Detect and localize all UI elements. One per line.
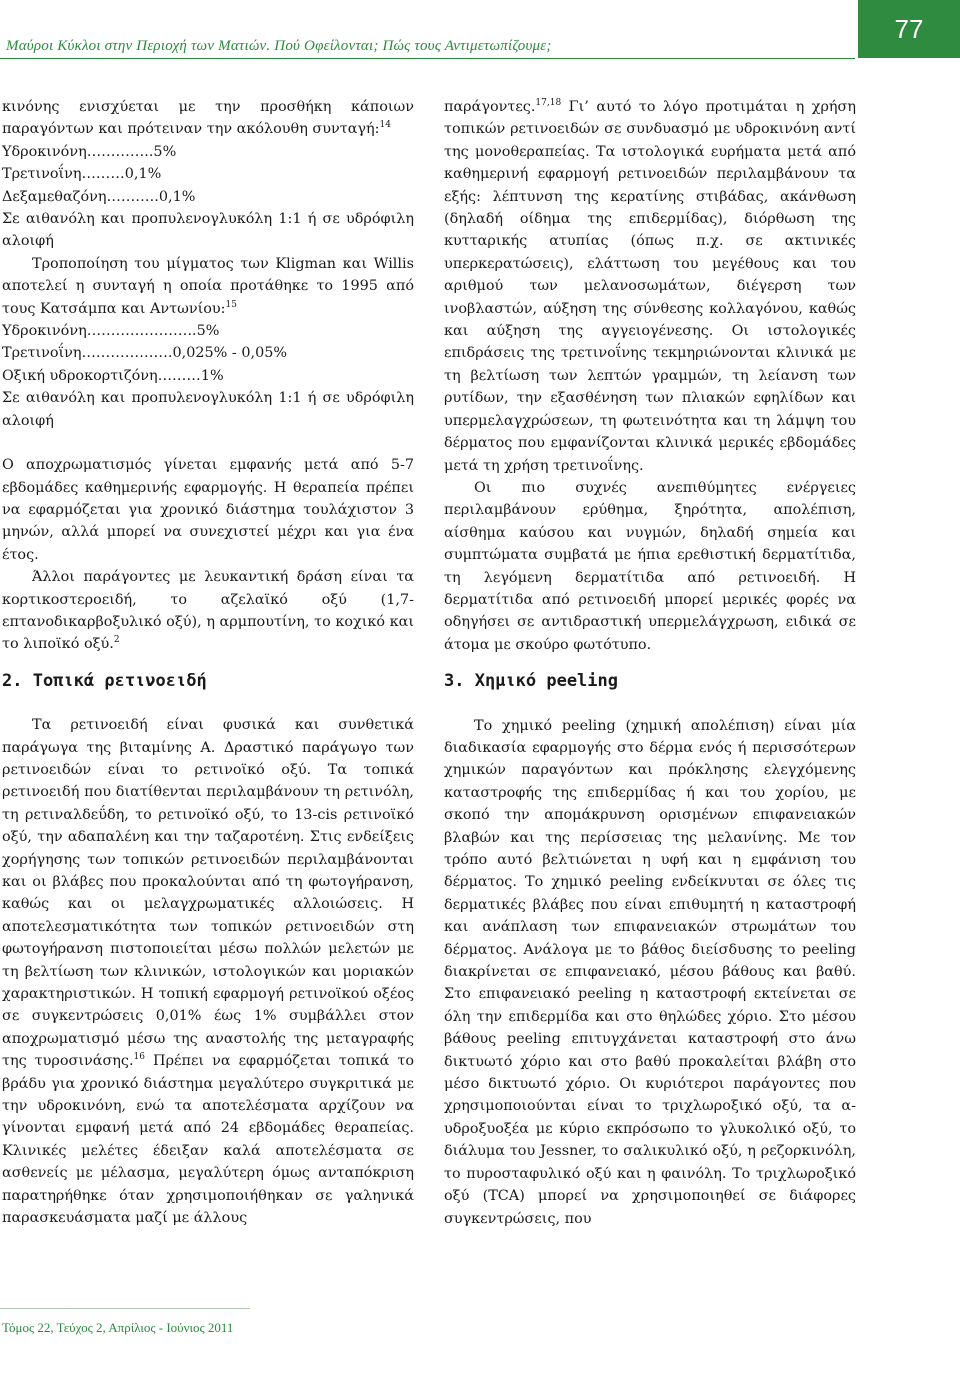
body-paragraph bbox=[2, 566, 414, 656]
citation-sup: 15 bbox=[225, 299, 237, 310]
intro-paragraph bbox=[2, 96, 414, 141]
body-text: Άλλοι παράγοντες με λευκαντική δράση είναι τα κορτικοστεροειδή, το αζελαϊκό οξύ (1,7-επτανοδικαρβοξυλικό οξύ), η αρμπουτίνη, το κοχικό και το λιποϊκό οξύ. bbox=[2, 569, 414, 653]
body-text: παράγοντες. bbox=[444, 99, 536, 115]
body-paragraph: Το χημικό peeling (χημική απολέπιση) είναι μία διαδικασία εφαρμογής στο δέρμα ενός ή περισσότερων χημικών παραγόντων και πρόκλησης ελεγχόμενης καταστροφής της επιδερμίδας ή και του χορίου, με σκοπό την απομάκρυνση ορισμένων επιφανειακών βλαβών και της περίσσειας της μελανίνης. Με τον τρόπο αυτό βελτιώνεται η υφή και η εμφάνιση του δέρματος. Το χημικό peeling ενδείκνυται σε όλες τις δερματικές βλάβες που είναι επιθυμητή η καταστροφή και ανάπλαση των επιφανειακών στρωμάτων του δέρματος. Ανάλογα με το βάθος διείσδυσης το peeling διακρίνεται σε επιφανειακό, μέσου βάθους και βαθύ. Στο επιφανειακό peeling η καταστροφή εκτείνεται σε όλη την επιδερμίδα και στο θηλώδες χόριο. Στο μέσου βάθους peeling επιτυγχάνεται καταστροφή στο άνω δικτυωτό χόριο και στο βαθύ προκαλείται βλάβη στο μέσο δικτυωτό χόριο. Οι κυριότεροι παράγοντες που χρησιμοποιούνται είναι το τριχλωροξικό οξύ, τα α-υδροξυοξέα με κύριο εκπρόσωπο το γλυκολικό οξύ, το διάλυμα του Jessner, το σαλικυλικό οξύ, η ρεζορκινόλη, το πυροσταφυλικό οξύ και η φαινόλη. Το τριχλωροξικό οξύ (TCA) μπορεί να χρησιμοποιηθεί σε διάφορες συγκεντρώσεις, που bbox=[444, 717, 856, 1227]
body-paragraph bbox=[2, 714, 414, 1229]
page-number: 77 bbox=[894, 13, 924, 44]
citation-sup: 16 bbox=[133, 1052, 145, 1063]
modification-paragraph bbox=[2, 253, 414, 320]
body-paragraph: Ο αποχρωματισμός γίνεται εμφανής μετά από 5-7 εβδομάδες καθημερινής εφαρμογής. Η θεραπεία πρέπει να εφαρμόζεται για χρονικό διάστημα τουλάχιστον 3 μηνών, αλλά μπορεί να συνεχιστεί μέχρι και για ένα έτος. bbox=[2, 457, 414, 563]
running-header-title: Μαύροι Κύκλοι στην Περιοχή των Ματιών. Πού Οφείλονται; Πώς τους Αντιμετωπίζουμε; bbox=[6, 38, 552, 54]
modification-text: Τροποποίηση του μίγματος των Kligman και Willis αποτελεί η συνταγή η οποία προτάθηκε το 1995 από τους Κατσάμπα και Αντωνίου: bbox=[2, 255, 414, 317]
formula-line: Δεξαμεθαζόνη………..0,1% bbox=[2, 188, 196, 205]
citation-sup: 2 bbox=[113, 635, 120, 646]
formula-vehicle: Σε αιθανόλη και προπυλενογλυκόλη 1:1 ή σε υδρόφιλη αλοιφή bbox=[2, 211, 414, 250]
citation-sup: 17,18 bbox=[535, 98, 562, 109]
citation-sup: 14 bbox=[379, 120, 391, 131]
header-rule bbox=[0, 58, 855, 59]
formula-line: Οξική υδροκορτιζόνη………1% bbox=[2, 367, 224, 384]
body-text: Πρέπει να εφαρμόζεται τοπικά το βράδυ για χρονικό διάστημα μεγαλύτερο συγκριτικά με την υδροκινόνη, ενώ τα αποτελέσματα αρχίζουν να γίνονται εμφανή μετά από 24 εβδομάδες θεραπείας. Κλινικές μελέτες έδειξαν καλά αποτελέσματα σε ασθενείς με μέλασμα, μεγαλύτερη όμως ανταπόκριση παρατηρήθηκε όταν χρησιμοποιήθηκαν σε γαληνικά παρασκευάσματα μαζί με άλλους bbox=[2, 1053, 414, 1227]
footer-rule bbox=[0, 1308, 250, 1309]
body-text: Γι’ αυτό το λόγο προτιμάται η χρήση τοπικών ρετινοειδών σε συνδυασμό με υδροκινόνη αντί της μονοθεραπείας. Τα ιστολογικά ευρήματα μετά από καθημερινή εφαρμογή ρετινοειδών περιλαμβάνουν τα εξής: λέπτυνση της κερατίνης στιβάδας, ακάνθωση (δηλαδή οίδημα της επιδερμίδας), διόρθωση της κυτταρικής ατυπίας (όπως π.χ. σε ακτινικές υπερκερατώσεις), ελάττωση του μεγέθους και του αριθμού των μελανοσωμάτων, διέγερση των ινοβλαστών, αύξηση της σύνθεσης κολλαγόνου, καθώς και αύξηση της αγγειογένεσης. Οι ιστολογικές επιδράσεις της τρετινοΐνης τεκμηριώνονται κλινικά με τη βελτίωση των λεπτών γραμμών, τη λείανση των ρυτίδων, την εξασθένηση των πλιακών εφηλίδων και υπερμελαγχρώσεων, τη φωτεινότητα και τη λάμψη του δέρματος που εμφανίζονται κλινικά μερικές εβδομάδες μετά τη χρήση τρετινοΐνης. bbox=[444, 99, 856, 474]
section-heading: 3. Χημικό peeling bbox=[444, 671, 618, 692]
formula-line: Τρετινοΐνη………0,1% bbox=[2, 166, 162, 183]
formula-vehicle: Σε αιθανόλη και προπυλενογλυκόλη 1:1 ή σε υδρόφιλη αλοιφή bbox=[2, 390, 414, 429]
formula-line: Τρετινοΐνη……………….0,025% - 0,05% bbox=[2, 345, 288, 362]
body-paragraph bbox=[444, 96, 856, 477]
body-paragraph: Οι πιο συχνές ανεπιθύμητες ενέργειες περιλαμβάνουν ερύθημα, ξηρότητα, απολέπιση, αίσθημα καύσου και νυγμών, δηλαδή σημεία και συμπτώματα συμβατά με ήπια ερεθιστική δερματίτιδα, τη λεγόμενη δερματίτιδα από ρετινοειδή. Η δερματίτιδα από ρετινοειδή μπορεί μερικές φορές να οδηγήσει σε αντιδραστική υπερμελάγχρωση, ειδικά σε άτομα με σκούρο φωτότυπο. bbox=[444, 479, 856, 653]
right-column bbox=[444, 96, 856, 1230]
page-number-tab bbox=[858, 0, 960, 58]
formula-line: Υδροκινόνη…………..5% bbox=[2, 143, 177, 160]
footer-citation: Τόμος 22, Τεύχος 2, Απρίλιος - Ιούνιος 2011 bbox=[2, 1320, 234, 1335]
formula-line: Υδροκινόνη…………………..5% bbox=[2, 323, 220, 340]
section-heading: 2. Τοπικά ρετινοειδή bbox=[2, 670, 207, 691]
intro-text: κινόνης ενισχύεται με την προσθήκη κάποιων παραγόντων και πρότειναν την ακόλουθη συνταγή: bbox=[2, 99, 414, 138]
spacer bbox=[2, 432, 414, 454]
left-column bbox=[2, 96, 414, 1230]
body-text: Τα ρετινοειδή είναι φυσικά και συνθετικά παράγωγα της βιταμίνης Α. Δραστικό παράγωγο των ρετινοειδών είναι το ρετινοϊκό οξύ. Τα τοπικά ρετινοειδή που διατίθενται περιλαμβάνουν τη ρετινόλη, τη ρετιναλδεΰδη, το ρετινοϊκό οξύ, το 13-cis ρετινοϊκό οξύ, την αδαπαλένη και την ταζαροτένη. Στις ενδείξεις χορήγησης των τοπικών ρετινοειδών περιλαμβάνονται και οι βλάβες που προκαλούνται από τη φωτογήρανση, καθώς και οι μελαγχρωματικές αλλοιώσεις. Η αποτελεσματικότητα των τοπικών ρετινοειδών στη φωτογήρανση πιστοποιείται μέσω πολλών μελετών με τη βελτίωση των κλινικών, ιστολογικών και μοριακών χαρακτηριστικών. Η τοπική εφαρμογή ρετινοϊκού οξέος σε συγκεντρώσεις 0,01% έως 1% συμβάλλει στον αποχρωματισμό μέσω της αναστολής της μεταγραφής της τυροσινάσης. bbox=[2, 717, 414, 1070]
